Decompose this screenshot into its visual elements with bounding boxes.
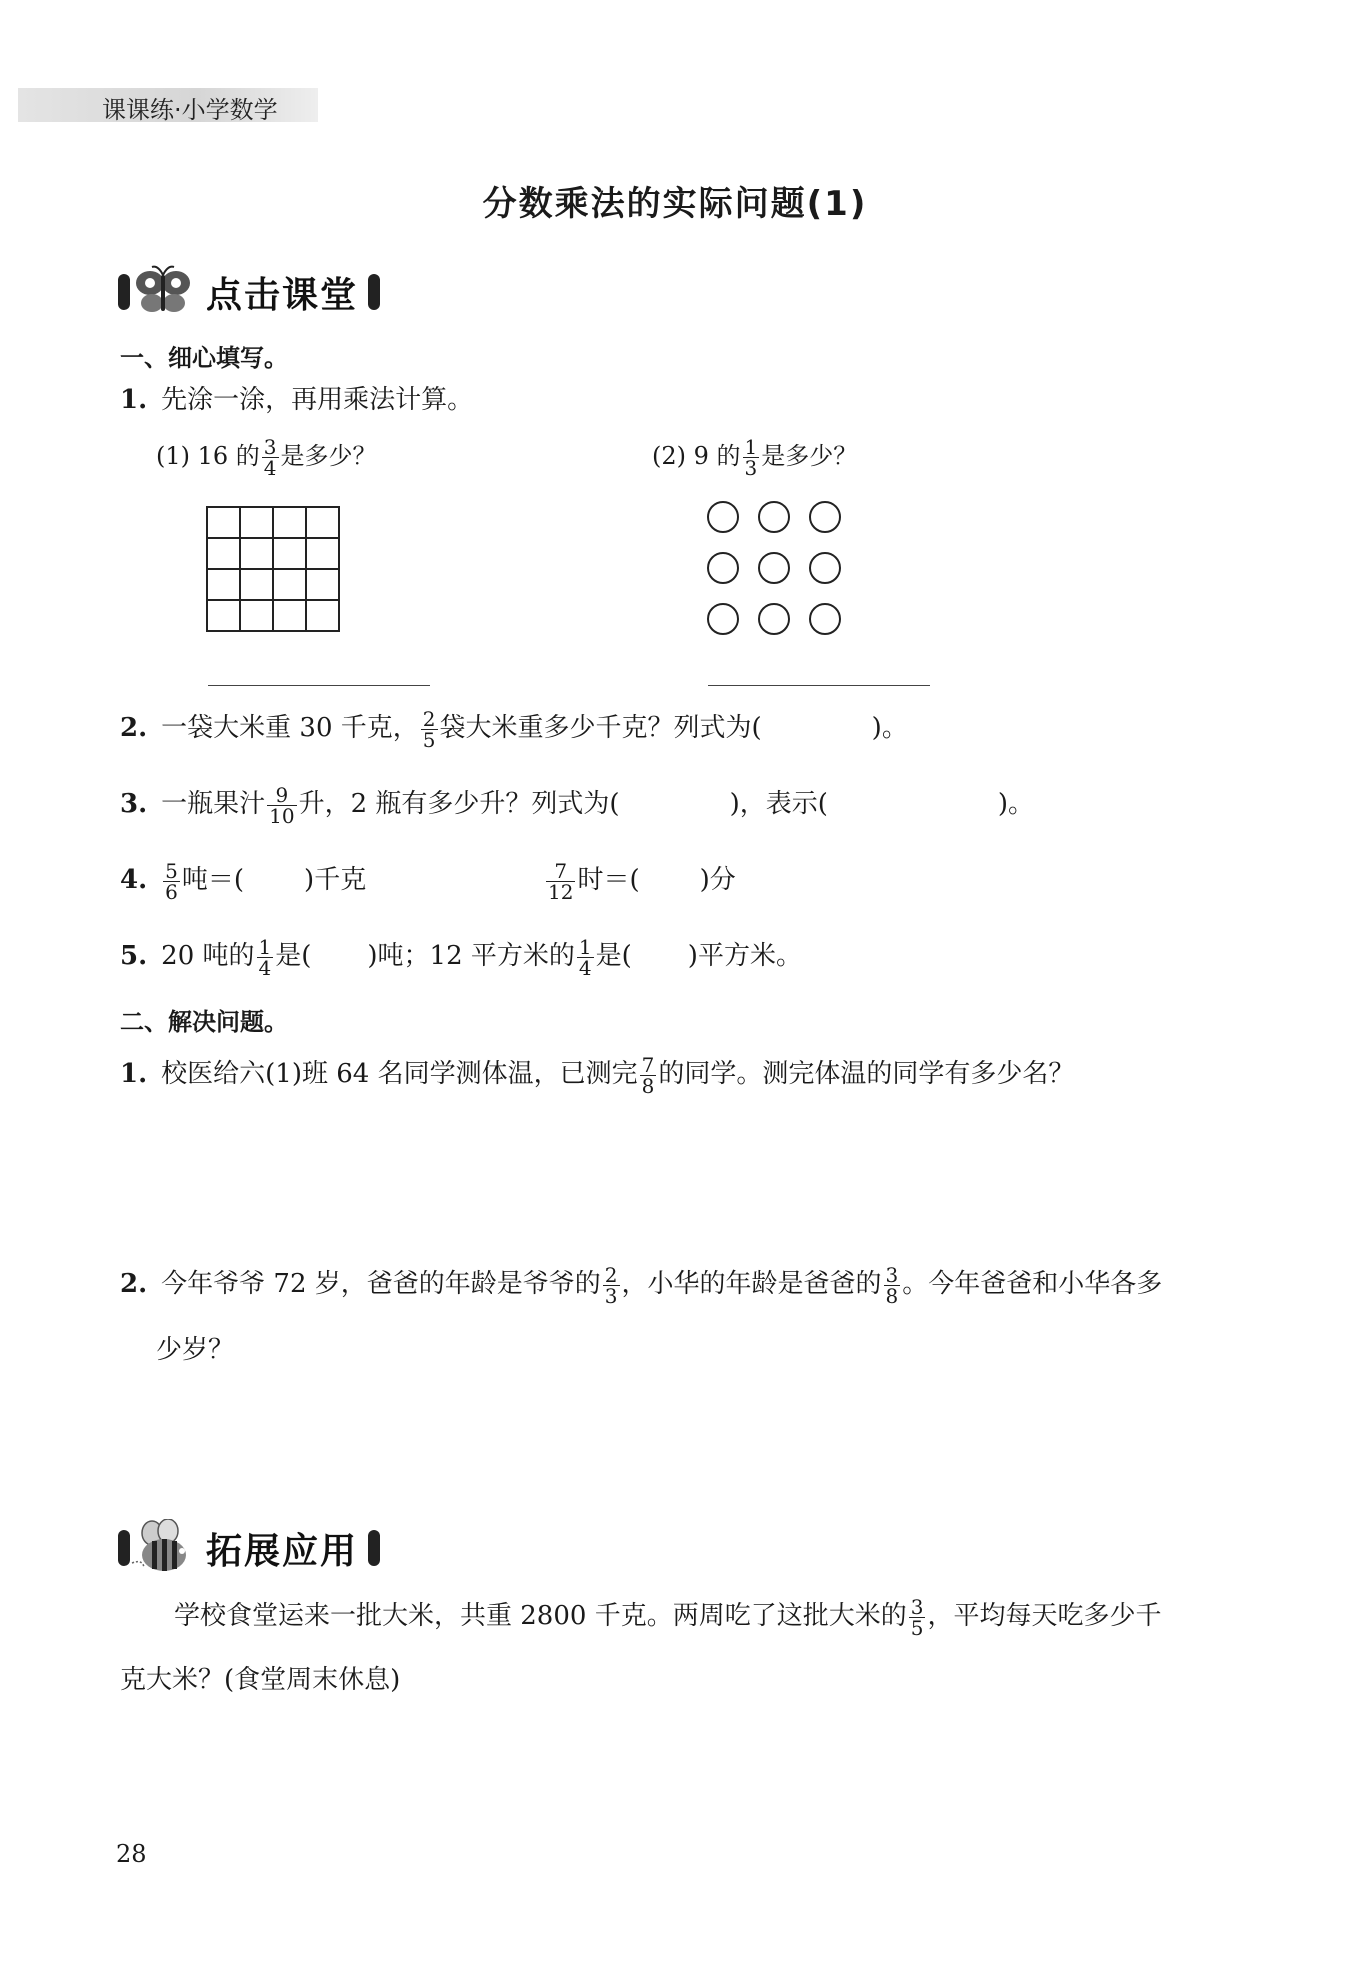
question-1-3 [120, 784, 1034, 826]
numerator: 3 [263, 435, 277, 459]
question-text: 先涂一涂，再用乘法计算。 [161, 385, 474, 415]
fraction [267, 782, 296, 828]
grid-cell[interactable] [240, 538, 273, 569]
answer-area[interactable] [150, 1720, 1210, 1830]
fraction [577, 934, 594, 980]
banner-right-cap [368, 1530, 380, 1566]
book-series-label: 课课练·小学数学 [102, 96, 278, 124]
numerator: 1 [578, 934, 592, 959]
grid-cell[interactable] [240, 600, 273, 631]
question-text: )千克 [304, 865, 367, 895]
question-1-4-b [544, 860, 736, 902]
grid-cell[interactable] [207, 507, 240, 538]
question-text: 是多少？ [280, 442, 377, 470]
circle-shape[interactable] [758, 501, 790, 533]
question-text: ，小华的年龄是爸爸的 [621, 1269, 882, 1299]
book-series-tag [18, 88, 318, 122]
circle-shape[interactable] [707, 603, 739, 635]
denominator: 5 [422, 727, 436, 752]
question-text: 时＝( [577, 865, 640, 895]
grid-cell[interactable] [240, 569, 273, 600]
circle-shape[interactable] [809, 501, 841, 533]
question-text: 是多少？ [761, 442, 858, 470]
numerator: 2 [422, 706, 436, 731]
fraction [257, 934, 274, 980]
fraction [884, 1262, 901, 1308]
numerator: 3 [885, 1262, 899, 1287]
bee-icon [130, 1519, 196, 1577]
denominator: 4 [263, 456, 277, 480]
page-number: 28 [116, 1840, 147, 1868]
circle-shape[interactable] [707, 552, 739, 584]
grid-cell[interactable] [273, 600, 306, 631]
grid-cell[interactable] [207, 569, 240, 600]
banner-left-cap [118, 274, 130, 310]
denominator: 4 [258, 955, 272, 980]
coloring-grid[interactable] [206, 506, 340, 632]
question-text: )分 [699, 865, 736, 895]
grid-cell[interactable] [273, 507, 306, 538]
denominator: 3 [604, 1283, 618, 1308]
fraction [743, 437, 760, 478]
grid-cell[interactable] [240, 507, 273, 538]
fraction [421, 706, 438, 752]
banner-title: 拓展应用 [206, 1530, 359, 1572]
circle-shape[interactable] [758, 603, 790, 635]
banner-left-cap [118, 1530, 130, 1566]
question-text: )吨；12 平方米的 [367, 941, 575, 971]
question-text: 20 吨的 [161, 941, 255, 971]
question-1-5 [120, 936, 802, 978]
numerator: 5 [165, 858, 178, 883]
fraction [262, 437, 279, 478]
question-1-4-a [120, 860, 366, 902]
numerator: 1 [744, 435, 758, 459]
denominator: 6 [165, 879, 178, 904]
question-text: 是( [275, 941, 312, 971]
question-1-2 [120, 708, 908, 750]
numerator: 2 [604, 1262, 618, 1287]
answer-line[interactable] [708, 685, 930, 686]
grid-cell[interactable] [207, 600, 240, 631]
answer-area[interactable] [150, 1110, 1210, 1240]
circle-shape[interactable] [809, 552, 841, 584]
question-text: 是( [595, 941, 632, 971]
question-1-1 [120, 380, 473, 420]
question-text: (2) 9 的 [652, 442, 741, 470]
question-text: 今年爷爷 72 岁，爸爸的年龄是爷爷的 [161, 1269, 601, 1299]
extension-problem [174, 1596, 1161, 1638]
fraction [603, 1262, 620, 1308]
denominator: 8 [885, 1283, 899, 1308]
grid-cell[interactable] [273, 538, 306, 569]
numerator: 7 [641, 1052, 655, 1077]
banner-title: 点击课堂 [206, 274, 359, 316]
denominator: 5 [910, 1615, 924, 1640]
circle-shape[interactable] [809, 603, 841, 635]
question-text: 校医给六(1)班 64 名同学测体温，已测完 [161, 1059, 638, 1089]
question-text: 一袋大米重 30 千克， [161, 713, 419, 743]
question-text: 的同学。测完体温的同学有多少名？ [658, 1059, 1075, 1089]
question-number: 5. [120, 941, 148, 971]
denominator: 3 [744, 456, 758, 480]
circle-shape[interactable] [707, 501, 739, 533]
numerator: 1 [258, 934, 272, 959]
question-2-2 [120, 1264, 1162, 1306]
question-text: 升，2 瓶有多少升？列式为( [298, 789, 620, 819]
question-text: 吨＝( [181, 865, 245, 895]
question-number: 3. [120, 789, 148, 819]
denominator: 12 [548, 879, 574, 904]
section-banner-extension [118, 1518, 380, 1578]
answer-line[interactable] [208, 685, 430, 686]
numerator: 9 [275, 782, 289, 807]
fraction [163, 858, 180, 904]
extension-problem-cont: 克大米？(食堂周末休息) [120, 1665, 401, 1695]
question-text: )平方米。 [687, 941, 802, 971]
grid-cell[interactable] [306, 600, 339, 631]
question-number: 4. [120, 865, 148, 895]
section-banner-classroom [118, 262, 380, 322]
question-text: 学校食堂运来一批大米，共重 2800 千克。两周吃了这批大米的 [174, 1601, 907, 1631]
question-2-1 [120, 1054, 1074, 1096]
question-number: 2. [120, 1269, 148, 1299]
banner-right-cap [368, 274, 380, 310]
part1-heading: 一、细心填写。 [120, 344, 288, 372]
page-title: 分数乘法的实际问题(1) [482, 184, 868, 224]
denominator: 4 [578, 955, 592, 980]
grid-cell[interactable] [207, 538, 240, 569]
question-2-2-cont: 少岁？ [156, 1335, 235, 1365]
question-1-1-a [156, 436, 377, 478]
question-text: 。今年爸爸和小华各多 [902, 1269, 1163, 1299]
question-number: 2. [120, 713, 148, 743]
question-text: )。 [871, 713, 908, 743]
fraction [909, 1594, 926, 1640]
question-number: 1. [120, 1059, 148, 1089]
circle-shape[interactable] [758, 552, 790, 584]
question-number: 1. [120, 385, 148, 415]
question-text: 一瓶果汁 [161, 789, 266, 819]
butterfly-icon [130, 263, 196, 321]
question-1-1-b [652, 436, 857, 478]
question-text: )，表示( [729, 789, 828, 819]
question-text: )。 [997, 789, 1035, 819]
fraction [546, 858, 575, 904]
answer-area[interactable] [150, 1390, 1210, 1500]
denominator: 10 [269, 803, 295, 828]
numerator: 7 [554, 858, 568, 883]
grid-cell[interactable] [306, 538, 339, 569]
question-text: (1) 16 的 [156, 442, 260, 470]
grid-cell[interactable] [273, 569, 306, 600]
question-text: ，平均每天吃多少千 [927, 1601, 1162, 1631]
denominator: 8 [641, 1073, 655, 1098]
fraction [640, 1052, 657, 1098]
part2-heading: 二、解决问题。 [120, 1008, 288, 1036]
numerator: 3 [910, 1594, 924, 1619]
grid-cell[interactable] [306, 569, 339, 600]
grid-cell[interactable] [306, 507, 339, 538]
question-text: 袋大米重多少千克？列式为( [439, 713, 762, 743]
